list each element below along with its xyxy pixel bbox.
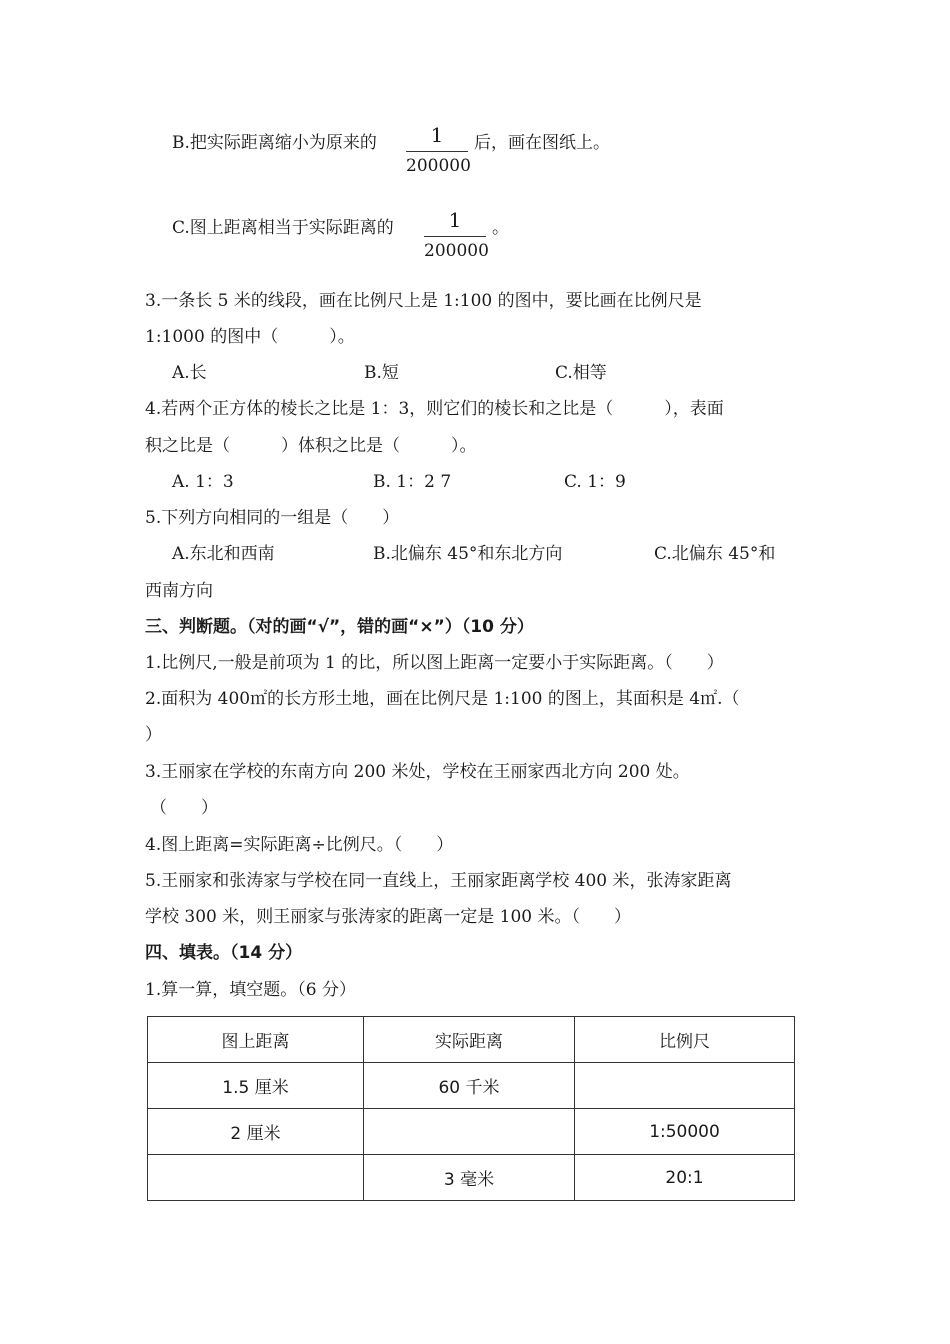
judge-item-5-cont: 学校 300 米，则王丽家与张涛家的距离一定是 100 米。（ ） [145, 907, 632, 927]
table-cell-blank[interactable] [364, 1109, 575, 1155]
q5-line1: 5.下列方向相同的一组是（ ） [145, 508, 400, 528]
table-header-row [148, 1017, 795, 1063]
table-cell: 3 毫米 [364, 1155, 575, 1201]
judge-item-3-cont: （ ） [150, 798, 218, 818]
q2-option-b [172, 132, 377, 154]
fraction-numerator: 1 [430, 123, 444, 147]
table-cell: 2 厘米 [148, 1109, 364, 1155]
q3-line1: 3.一条长 5 米的线段，画在比例尺上是 1:100 的图中，要比画在比例尺是 [145, 291, 702, 311]
judge-item-2-cont: ） [145, 725, 162, 745]
q5-option-b: B.北偏东 45°和东北方向 [373, 544, 563, 564]
judge-item-5: 5.王丽家和张涛家与学校在同一直线上，王丽家距离学校 400 米，张涛家距离 [145, 871, 732, 891]
table-cell: 60 千米 [364, 1063, 575, 1109]
q5-line3: 西南方向 [145, 581, 213, 601]
judge-item-1: 1.比例尺,一般是前项为 1 的比，所以图上距离一定要小于实际距离。（ ） [145, 653, 724, 673]
q4-option-b: B. 1：2 7 [373, 472, 452, 492]
judge-item-4: 4.图上距离=实际距离÷比例尺。（ ） [145, 835, 454, 855]
q2-option-c-post: 。 [492, 218, 509, 238]
table-row [148, 1155, 795, 1201]
table-row [148, 1063, 795, 1109]
table-header-cell: 实际距离 [364, 1017, 575, 1063]
section4-sub: 1.算一算，填空题。（6 分） [145, 980, 356, 1000]
table-cell: 20:1 [575, 1155, 795, 1201]
table-row [148, 1109, 795, 1155]
q4-line2: 积之比是（ ）体积之比是（ ）。 [145, 436, 477, 456]
fraction-numerator: 1 [448, 208, 462, 232]
q3-option-a: A.长 [172, 363, 207, 383]
q2-option-c-fraction [424, 208, 489, 265]
q5-option-a: A.东北和西南 [172, 544, 275, 564]
q4-line1: 4.若两个正方体的棱长之比是 1：3，则它们的棱长和之比是（ ），表面 [145, 399, 724, 419]
q2-option-c-pre: C.图上距离相当于实际距离的 [172, 218, 394, 238]
q2-option-b-post: 后，画在图纸上。 [474, 133, 610, 153]
table-header-cell: 比例尺 [575, 1017, 795, 1063]
judge-item-2: 2.面积为 400㎡的长方形土地，画在比例尺是 1:100 的图上，其面积是 4㎡.（ [145, 689, 740, 709]
fraction-denominator: 200000 [406, 156, 471, 176]
q3-line2: 1:1000 的图中（ ）。 [145, 327, 355, 347]
table-header-cell: 图上距离 [148, 1017, 364, 1063]
table-cell-blank[interactable] [575, 1063, 795, 1109]
section4-title: 四、填表。（14 分） [145, 943, 303, 963]
fraction-bar [424, 236, 486, 237]
q2-option-c [172, 217, 394, 239]
fraction-denominator: 200000 [424, 241, 489, 261]
table-cell: 1.5 厘米 [148, 1063, 364, 1109]
q4-option-c: C. 1：9 [564, 472, 626, 492]
judge-item-3: 3.王丽家在学校的东南方向 200 米处，学校在王丽家西北方向 200 处。 [145, 762, 690, 782]
section3-title: 三、判断题。（对的画“√”，错的画“×”）（10 分） [145, 617, 534, 637]
q3-option-c: C.相等 [555, 363, 607, 383]
scale-table [147, 1016, 795, 1201]
table-cell: 1:50000 [575, 1109, 795, 1155]
q3-option-b: B.短 [364, 363, 399, 383]
q2-option-b-fraction [406, 123, 471, 180]
q2-option-b-pre: B.把实际距离缩小为原来的 [172, 133, 377, 153]
q5-option-c: C.北偏东 45°和 [654, 544, 776, 564]
q4-option-a: A. 1：3 [172, 472, 234, 492]
fraction-bar [406, 151, 468, 152]
table-cell-blank[interactable] [148, 1155, 364, 1201]
